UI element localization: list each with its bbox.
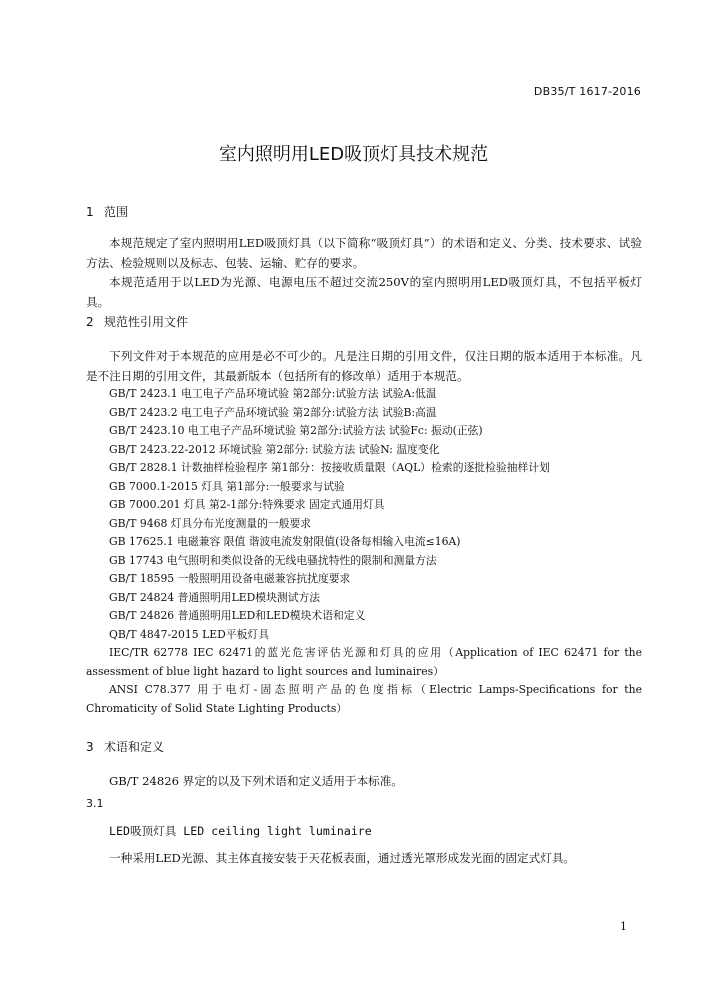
section-1-heading — [86, 203, 128, 220]
scope-paragraph-2: 本规范适用于以LED为光源、电源电压不超过交流250V的室内照明用LED吸顶灯具，不包括平板灯具。 — [86, 275, 642, 309]
terms-intro: GB/T 24826 界定的以及下列术语和定义适用于本标准。 — [109, 774, 403, 788]
reference-item-iec: IEC/TR 62778 IEC 62471的蓝光危害评估光源和灯具的应用（Application of IEC 62471 for the assessment of blue light hazard to light sources and luminaires） — [86, 646, 642, 678]
term-number: 3.1 — [86, 797, 104, 810]
reference-item: GB/T 2423.22-2012 环境试验 第2部分: 试验方法 试验N: 温度变化 — [109, 443, 440, 456]
section-2-heading — [86, 313, 188, 330]
reference-item: GB/T 24826 普通照明用LED和LED模块术语和定义 — [109, 609, 366, 622]
reference-item: GB/T 24824 普通照明用LED模块测试方法 — [109, 591, 321, 604]
reference-item: GB/T 2423.10 电工电子产品环境试验 第2部分:试验方法 试验Fc: 振动(正弦) — [109, 424, 483, 437]
section-number: 3 — [86, 740, 94, 754]
section-3-heading — [86, 738, 164, 755]
reference-item-ansi: ANSI C78.377 用于电灯-固态照明产品的色度指标（Electric Lamps-Specifications for the Chromaticity of Solid State Lighting Products） — [86, 683, 642, 715]
reference-item: GB 17743 电气照明和类似设备的无线电骚扰特性的限制和测量方法 — [109, 554, 437, 567]
reference-item: GB 7000.1-2015 灯具 第1部分:一般要求与试验 — [109, 480, 345, 493]
term-name: LED吸顶灯具 LED ceiling light luminaire — [109, 824, 372, 838]
standard-number: DB35/T 1617-2016 — [533, 85, 641, 98]
reference-item: GB/T 9468 灯具分布光度测量的一般要求 — [109, 517, 312, 530]
reference-item: QB/T 4847-2015 LED平板灯具 — [109, 628, 269, 641]
section-title: 术语和定义 — [104, 740, 165, 754]
document-title: 室内照明用LED吸顶灯具技术规范 — [218, 144, 489, 165]
section-number: 2 — [86, 315, 94, 329]
reference-item: GB/T 2828.1 计数抽样检验程序 第1部分：按接收质量限（AQL）检索的逐批检验抽样计划 — [109, 461, 550, 474]
scope-paragraph-1: 本规范规定了室内照明用LED吸顶灯具（以下简称“吸顶灯具”）的术语和定义、分类、技术要求、试验方法、检验规则以及标志、包装、运输、贮存的要求。 — [86, 236, 642, 270]
reference-item: GB 7000.201 灯具 第2-1部分:特殊要求 固定式通用灯具 — [109, 498, 385, 511]
reference-item: GB/T 18595 一般照明用设备电磁兼容抗扰度要求 — [109, 572, 351, 585]
page-number: 1 — [620, 920, 627, 933]
section-number: 1 — [86, 205, 94, 219]
reference-item: GB/T 2423.1 电工电子产品环境试验 第2部分:试验方法 试验A:低温 — [109, 387, 437, 400]
reference-item: GB 17625.1 电磁兼容 限值 谐波电流发射限值(设备每相输入电流≤16A) — [109, 535, 461, 548]
reference-item: GB/T 2423.2 电工电子产品环境试验 第2部分:试验方法 试验B:高温 — [109, 406, 437, 419]
term-definition: 一种采用LED光源、其主体直接安装于天花板表面，通过透光罩形成发光面的固定式灯具。 — [109, 851, 576, 865]
references-intro: 下列文件对于本规范的应用是必不可少的。凡是注日期的引用文件，仅注日期的版本适用于本标准。凡是不注日期的引用文件，其最新版本（包括所有的修改单）适用于本规范。 — [86, 349, 642, 383]
section-title: 范围 — [104, 205, 129, 219]
section-title: 规范性引用文件 — [104, 315, 189, 329]
